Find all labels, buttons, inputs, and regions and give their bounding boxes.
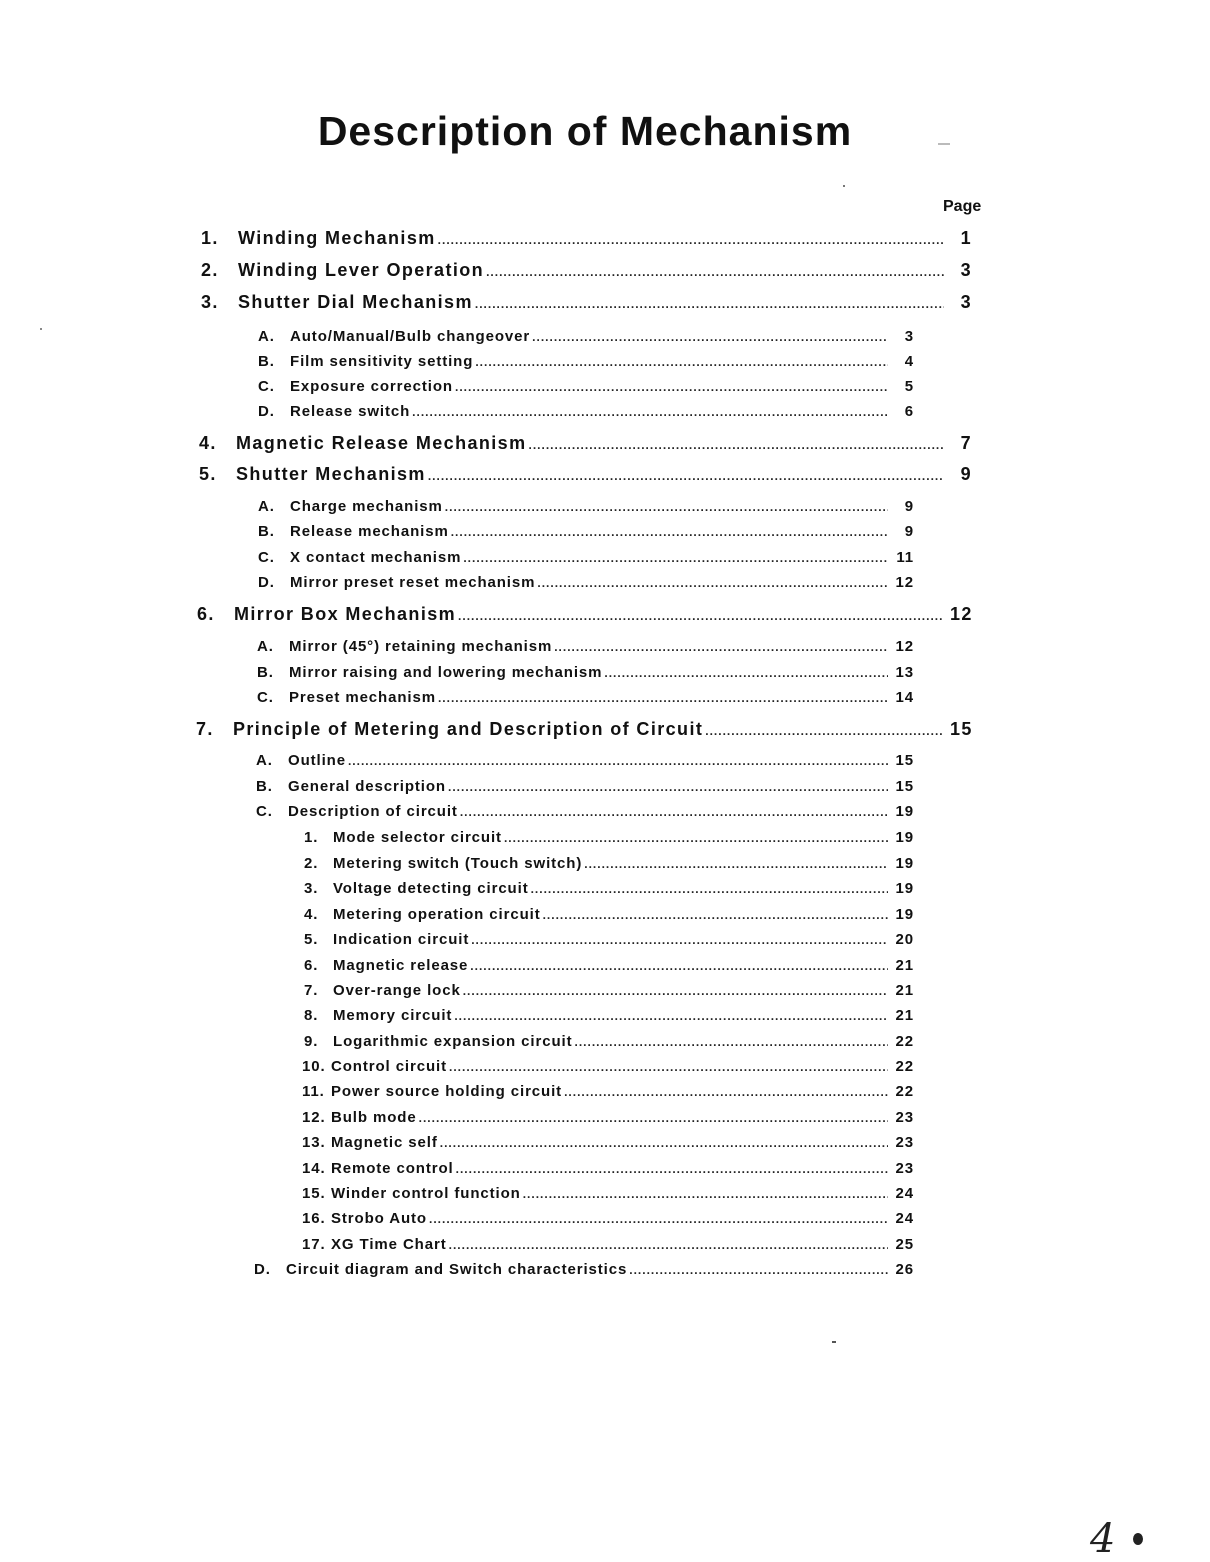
toc-entry-label: Release switch — [290, 403, 411, 420]
toc-entry-page: 6 — [904, 403, 914, 420]
leader-dots — [537, 576, 888, 590]
toc-entry-page: 23 — [895, 1109, 914, 1126]
toc-subsubentry — [302, 1134, 914, 1151]
toc-entry-page: 12 — [950, 604, 973, 624]
toc-entry-page: 23 — [895, 1134, 914, 1151]
toc-entry-page: 19 — [895, 803, 914, 820]
scan-speck — [832, 1341, 836, 1343]
toc-entry-label: Power source holding circuit — [331, 1083, 563, 1100]
leader-dots — [629, 1263, 888, 1277]
toc-entry — [201, 292, 972, 313]
toc-subentry — [258, 549, 914, 566]
leader-dots — [564, 1085, 888, 1099]
leader-dots — [604, 666, 888, 680]
toc-entry-number: A. — [257, 638, 274, 655]
toc-entry-page: 24 — [895, 1210, 914, 1227]
toc-entry-label: Memory circuit — [333, 1007, 453, 1024]
toc-entry-label: Mirror (45°) retaining mechanism — [289, 638, 553, 655]
toc-subsubentry — [302, 1185, 914, 1202]
leader-dots — [419, 1111, 888, 1125]
toc-entry-label: Mirror preset reset mechanism — [290, 574, 536, 591]
toc-entry — [199, 433, 972, 454]
toc-subsubentry — [302, 1109, 914, 1126]
toc-subentry — [258, 498, 914, 515]
toc-entry-label: Auto/Manual/Bulb changeover — [290, 328, 531, 345]
scan-speck — [938, 143, 950, 145]
toc-entry-number: 5. — [199, 464, 217, 484]
toc-entry-number: B. — [258, 523, 275, 540]
toc-entry-page: 11 — [896, 549, 914, 566]
toc-entry-number: 3. — [201, 292, 219, 312]
toc-entry-page: 26 — [895, 1261, 914, 1278]
toc-entry-label: Winding Lever Operation — [238, 260, 485, 280]
toc-entry-label: Bulb mode — [331, 1109, 417, 1126]
handwritten-page-number: 4 — [1090, 1516, 1116, 1562]
toc-subsubentry — [302, 1058, 914, 1075]
page-column-header: Page — [943, 198, 982, 215]
toc-entry-number: 14. — [302, 1160, 326, 1177]
toc-entry-label: Control circuit — [331, 1058, 448, 1075]
toc-entry-number: B. — [257, 664, 274, 681]
toc-subsubentry — [304, 982, 914, 999]
leader-dots — [454, 1009, 888, 1023]
toc-entry-number: A. — [258, 498, 275, 515]
toc-subentry — [258, 523, 914, 540]
toc-entry-label: Mode selector circuit — [333, 829, 502, 846]
toc-subentry — [257, 689, 914, 706]
toc-entry-number: D. — [258, 574, 275, 591]
leader-dots — [429, 1212, 888, 1226]
toc-entry-number: 9. — [304, 1033, 319, 1050]
toc-entry-page: 3 — [960, 292, 972, 312]
leader-dots — [523, 1187, 888, 1201]
toc-entry-label: Circuit diagram and Switch characteristics — [286, 1261, 628, 1278]
leader-dots — [438, 233, 944, 247]
toc-entry-page: 19 — [895, 906, 914, 923]
leader-dots — [458, 609, 944, 623]
toc-entry-page: 19 — [895, 880, 914, 897]
toc-entry-label: Shutter Mechanism — [236, 464, 426, 484]
toc-entry-page: 13 — [895, 664, 914, 681]
toc-entry-label: Metering switch (Touch switch) — [333, 855, 583, 872]
toc-entry-number: 6. — [197, 604, 215, 624]
leader-dots — [532, 330, 888, 344]
leader-dots — [475, 297, 944, 311]
ink-mark — [1133, 1533, 1143, 1545]
toc-subsubentry — [302, 1160, 914, 1177]
toc-subentry — [257, 664, 914, 681]
toc-subentry — [258, 378, 914, 395]
toc-entry-page: 15 — [895, 752, 914, 769]
toc-subentry — [258, 328, 914, 345]
leader-dots — [584, 857, 888, 871]
leader-dots — [463, 984, 888, 998]
leader-dots — [475, 355, 888, 369]
toc-subentry — [257, 638, 914, 655]
toc-entry-page: 19 — [895, 829, 914, 846]
leader-dots — [554, 640, 888, 654]
toc-entry-label: Mirror raising and lowering mechanism — [289, 664, 603, 681]
toc-entry-page: 14 — [895, 689, 914, 706]
toc-entry-label: Preset mechanism — [289, 689, 436, 706]
toc-subsubentry — [304, 906, 914, 923]
toc-entry-page: 15 — [950, 719, 973, 739]
toc-entry-number: 2. — [201, 260, 219, 280]
toc-subsubentry — [304, 855, 914, 872]
toc-entry-label: Mirror Box Mechanism — [234, 604, 457, 624]
toc-entry-page: 23 — [895, 1160, 914, 1177]
toc-entry-number: 16. — [302, 1210, 326, 1227]
leader-dots — [470, 959, 888, 973]
toc-entry-label: Film sensitivity setting — [290, 353, 474, 370]
toc-entry-number: 6. — [304, 957, 319, 974]
toc-entry-page: 22 — [895, 1033, 914, 1050]
toc-subentry — [256, 803, 914, 820]
toc-entry-number: A. — [256, 752, 273, 769]
toc-subentry — [258, 574, 914, 591]
toc-entry — [201, 260, 972, 281]
toc-entry-page: 4 — [904, 353, 914, 370]
toc-entry-page: 7 — [960, 433, 972, 453]
leader-dots — [543, 908, 888, 922]
toc-entry-page: 20 — [895, 931, 914, 948]
toc-entry-label: X contact mechanism — [290, 549, 462, 566]
toc-entry-number: C. — [256, 803, 273, 820]
toc-entry-label: Release mechanism — [290, 523, 449, 540]
leader-dots — [529, 438, 944, 452]
leader-dots — [486, 265, 944, 279]
toc-subentry — [258, 353, 914, 370]
toc-entry-page: 9 — [960, 464, 972, 484]
toc-entry-page: 12 — [895, 574, 914, 591]
toc-entry-label: Indication circuit — [333, 931, 470, 948]
toc-entry-number: D. — [254, 1261, 271, 1278]
toc-entry-number: 12. — [302, 1109, 326, 1126]
toc-subsubentry — [304, 931, 914, 948]
toc-subentry — [258, 403, 914, 420]
toc-entry-page: 5 — [904, 378, 914, 395]
toc-entry-number: 3. — [304, 880, 319, 897]
toc-entry-page: 24 — [895, 1185, 914, 1202]
toc-entry-page: 25 — [895, 1236, 914, 1253]
leader-dots — [460, 805, 888, 819]
toc-entry-number: 7. — [196, 719, 214, 739]
toc-entry-number: 5. — [304, 931, 319, 948]
toc-entry-page: 3 — [960, 260, 972, 280]
leader-dots — [705, 724, 944, 738]
leader-dots — [428, 469, 944, 483]
scan-speck — [843, 185, 845, 187]
toc-entry-number: 1. — [304, 829, 319, 846]
toc-subsubentry — [304, 1007, 914, 1024]
toc-entry-number: 11. — [302, 1083, 325, 1100]
toc-entry-number: A. — [258, 328, 275, 345]
toc-subentry — [254, 1261, 914, 1278]
toc-entry-label: Outline — [288, 752, 346, 769]
toc-entry-number: B. — [256, 778, 273, 795]
toc-entry-number: 13. — [302, 1134, 326, 1151]
page-title: Description of Mechanism — [317, 108, 853, 154]
toc-subsubentry — [302, 1236, 914, 1253]
leader-dots — [504, 831, 888, 845]
toc-entry — [196, 719, 972, 740]
toc-entry-label: Remote control — [331, 1160, 454, 1177]
toc-entry-number: 1. — [201, 228, 219, 248]
leader-dots — [448, 780, 888, 794]
leader-dots — [574, 1035, 888, 1049]
toc-entry-number: 7. — [304, 982, 319, 999]
toc-entry-number: D. — [258, 403, 275, 420]
toc-entry-label: Magnetic self — [331, 1134, 438, 1151]
leader-dots — [449, 1060, 888, 1074]
toc-subsubentry — [304, 829, 914, 846]
toc-entry-number: 4. — [304, 906, 319, 923]
leader-dots — [412, 405, 888, 419]
toc-entry-label: Magnetic release — [333, 957, 469, 974]
leader-dots — [455, 380, 888, 394]
toc-subsubentry — [304, 1033, 914, 1050]
toc-entry-page: 19 — [895, 855, 914, 872]
toc-entry-page: 15 — [895, 778, 914, 795]
toc-entry-label: XG Time Chart — [331, 1236, 447, 1253]
leader-dots — [348, 754, 888, 768]
toc-entry — [201, 228, 972, 249]
leader-dots — [451, 525, 888, 539]
toc-entry-page: 21 — [895, 1007, 914, 1024]
toc-entry-label: Over-range lock — [333, 982, 461, 999]
toc-entry-page: 9 — [904, 523, 914, 540]
toc-subsubentry — [302, 1210, 914, 1227]
toc-subsubentry — [302, 1083, 914, 1100]
leader-dots — [449, 1238, 888, 1252]
toc-entry-number: C. — [257, 689, 274, 706]
toc-entry-label: Magnetic Release Mechanism — [236, 433, 527, 453]
toc-entry-number: C. — [258, 549, 275, 566]
toc-entry-label: General description — [288, 778, 446, 795]
toc-entry-page: 22 — [895, 1058, 914, 1075]
toc-entry-label: Voltage detecting circuit — [333, 880, 529, 897]
toc-entry-number: 4. — [199, 433, 217, 453]
toc-entry-label: Winding Mechanism — [238, 228, 436, 248]
toc-entry-page: 22 — [895, 1083, 914, 1100]
toc-entry-label: Exposure correction — [290, 378, 453, 395]
toc-entry-number: 17. — [302, 1236, 326, 1253]
toc-entry-page: 12 — [895, 638, 914, 655]
leader-dots — [531, 882, 888, 896]
toc-entry-number: 10. — [302, 1058, 326, 1075]
toc-entry-label: Strobo Auto — [331, 1210, 427, 1227]
toc-entry-label: Winder control function — [331, 1185, 521, 1202]
toc-entry-page: 9 — [904, 498, 914, 515]
toc-entry-number: C. — [258, 378, 275, 395]
scan-speck — [40, 328, 42, 330]
toc-entry-page: 1 — [960, 228, 972, 248]
toc-entry-number: 15. — [302, 1185, 326, 1202]
toc-entry-label: Logarithmic expansion circuit — [333, 1033, 573, 1050]
toc-entry-label: Principle of Metering and Description of Circuit — [233, 719, 704, 739]
toc-entry — [197, 604, 972, 625]
toc-entry-label: Description of circuit — [288, 803, 458, 820]
toc-entry-page: 3 — [904, 328, 914, 345]
toc-entry-number: B. — [258, 353, 275, 370]
toc-entry-label: Charge mechanism — [290, 498, 443, 515]
leader-dots — [463, 551, 888, 565]
leader-dots — [445, 500, 888, 514]
toc-subentry — [256, 778, 914, 795]
toc-entry-number: 8. — [304, 1007, 319, 1024]
toc-entry-page: 21 — [895, 957, 914, 974]
toc-entry-label: Shutter Dial Mechanism — [238, 292, 473, 312]
leader-dots — [471, 933, 888, 947]
leader-dots — [438, 691, 888, 705]
toc-entry — [199, 464, 972, 485]
toc-entry-number: 2. — [304, 855, 319, 872]
toc-entry-page: 21 — [895, 982, 914, 999]
toc-entry-label: Metering operation circuit — [333, 906, 541, 923]
leader-dots — [456, 1162, 888, 1176]
leader-dots — [440, 1136, 888, 1150]
toc-subentry — [256, 752, 914, 769]
toc-subsubentry — [304, 957, 914, 974]
toc-subsubentry — [304, 880, 914, 897]
